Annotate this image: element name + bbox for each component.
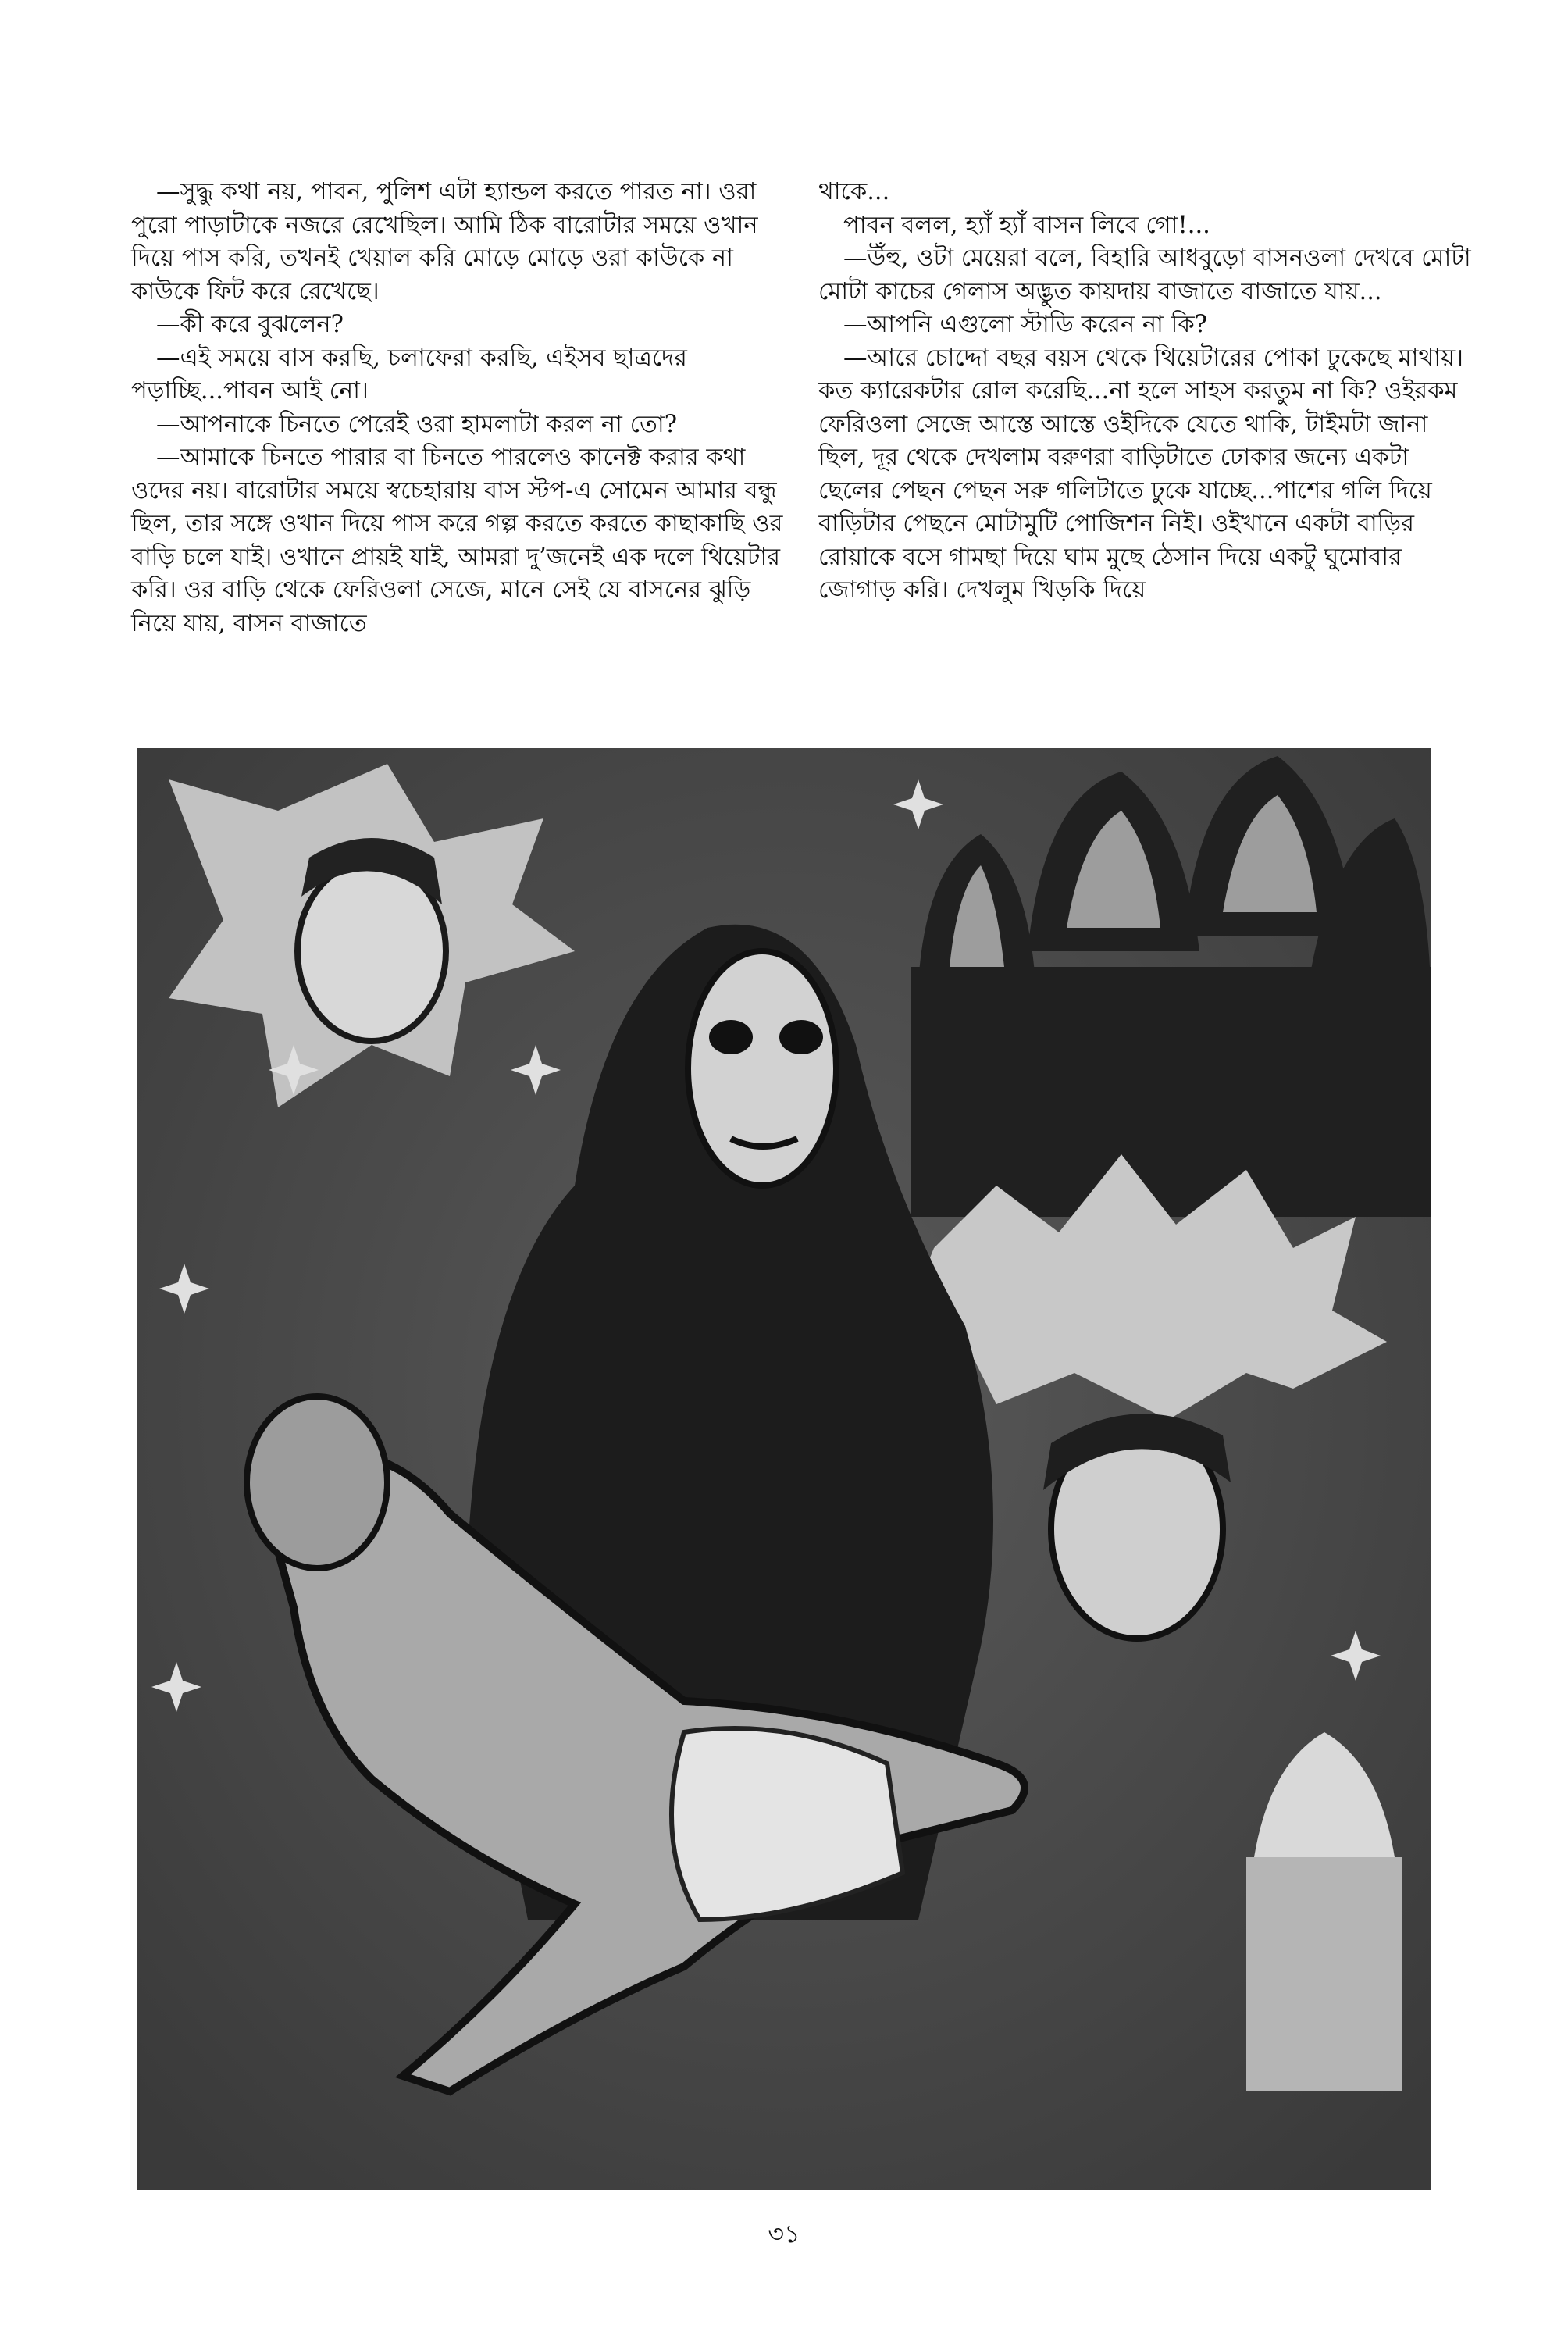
paragraph: পাবন বলল, হ্যাঁ হ্যাঁ বাসন লিবে গো!...: [843, 211, 1210, 239]
paragraph: —আপনাকে চিনতে পেরেই ওরা হামলাটা করল না তো?: [156, 410, 678, 438]
paragraph: —আপনি এগুলো স্টাডি করেন না কি?: [843, 311, 1208, 338]
mother-face: [688, 951, 836, 1186]
painting-illustration: [137, 748, 1431, 2190]
paragraph: —আরে চোদ্দো বছর বয়স থেকে থিয়েটারের পোকা ঢুকেছে মাথায়। কত ক্যারেকটার রোল করেছি...না হলে সাহস করতুম না কি? ওইরকম ফেরিওলা সেজে আস্তে আস্তে ওইদিকে যেতে থাকি, টাইমটা জানা ছিল, দূর থেকে দেখলাম বরুণরা বাড়িটাতে ঢোকার জন্যে একটা ছেলের পেছন পেছন সরু গলিটাতে ঢুকে যাচ্ছে...পাশের গলি দিয়ে বাড়িটার পেছনে মোটামুটি পোজিশন নিই। ওইখানে একটা বাড়ির রোয়াকে বসে গামছা দিয়ে ঘাম মুছে ঠেসান দিয়ে একটু ঘুমোবার জোগাড় করি। দেখলুম খিড়কি দিয়ে: [818, 344, 1463, 604]
paragraph: —এই সময়ে বাস করছি, চলাফেরা করছি, এইসব ছাত্রদের পড়াচ্ছি...পাবন আই নো।: [131, 344, 687, 405]
paragraph-continuation: থাকে...: [818, 178, 890, 205]
paragraph: —সুদ্ধু কথা নয়, পাবন, পুলিশ এটা হ্যান্ডল করতে পারত না। ওরা পুরো পাড়াটাকে নজরে রেখেছিল। আমি ঠিক বারোটার সময়ে ওখান দিয়ে পাস করি, তখনই খেয়াল করি মোড়ে মোড়ে ওরা কাউকে না কাউকে ফিট করে রেখেছে।: [131, 178, 758, 305]
right-text-column: [818, 176, 1474, 608]
pieta-painting-artwork: [137, 748, 1431, 2190]
paragraph: —উঁহু, ওটা মেয়েরা বলে, বিহারি আধবুড়ো বাসনওলা দেখবে মোটা মোটা কাচের গেলাস অদ্ভুত কায়দায় বাজাতে বাজাতে যায়...: [818, 244, 1471, 305]
christ-head: [247, 1396, 387, 1568]
paragraph: —কী করে বুঝলেন?: [156, 311, 344, 338]
page-number: ৩১: [768, 2219, 800, 2248]
left-text-column: [131, 176, 787, 640]
paragraph: —আমাকে চিনতে পারার বা চিনতে পারলেও কানেক্ট করার কথা ওদের নয়। বারোটার সময়ে স্বচেহারায় বাস স্টপ-এ সোমেন আমার বন্ধু ছিল, তার সঙ্গে ওখান দিয়ে পাস করে গল্প করতে করতে কাছাকাছি ওর বাড়ি চলে যাই। ওখানে প্রায়ই যাই, আমরা দু’জনেই এক দলে থিয়েটার করি। ওর বাড়ি থেকে ফেরিওলা সেজে, মানে সেই যে বাসনের ঝুড়ি নিয়ে যায়, বাসন বাজাতে: [131, 444, 783, 637]
